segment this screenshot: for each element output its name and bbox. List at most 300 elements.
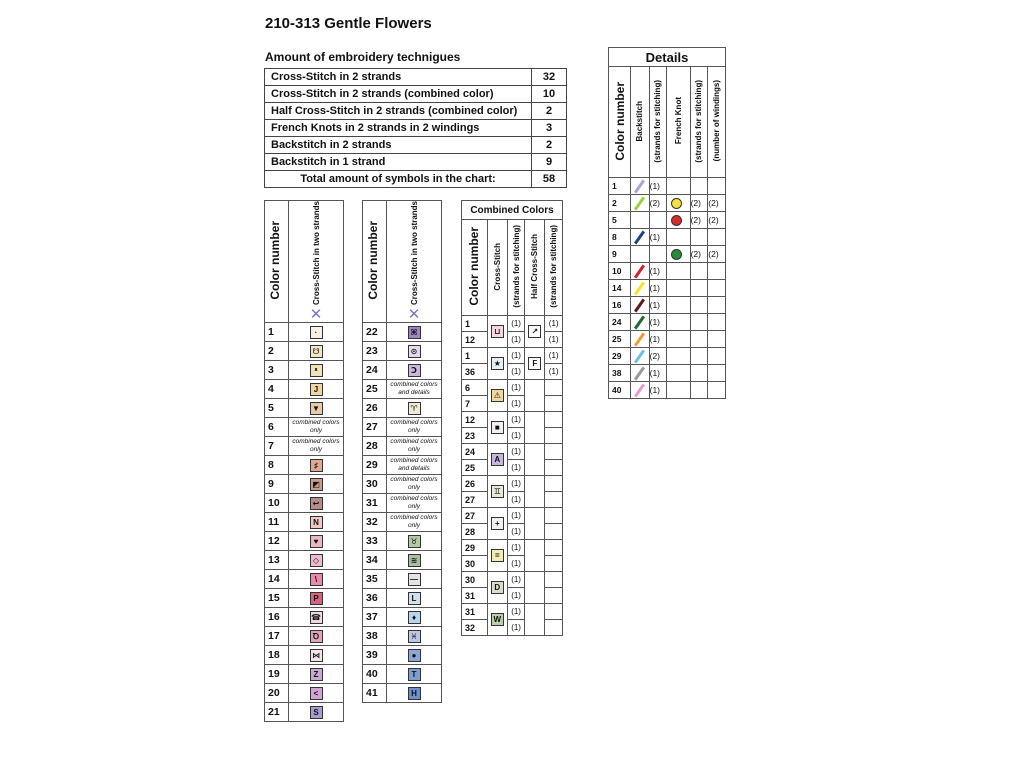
details-title-row [609,48,726,67]
symbol-box: ↗ [528,325,541,338]
symbol-box: ● [408,649,421,662]
list-header [265,201,344,323]
symbol-box: ♥ [310,535,323,548]
color-row [265,342,344,361]
symbol-box: J [310,383,323,396]
color-number: 7 [265,437,289,456]
half-strands [545,524,563,540]
color-row [265,589,344,608]
list-header [363,201,442,323]
color-row [363,513,442,532]
color-row [265,608,344,627]
symbol-cell [387,513,442,532]
combined-title: Combined Colors [462,201,563,220]
symbol-cell [289,570,344,589]
combined-row [462,572,563,588]
symbol-box: ⚠ [491,389,504,402]
symbol-cell [387,608,442,627]
half-symbol [525,412,545,444]
symbol-box: ◩ [310,478,323,491]
note-text: combined colors only [390,495,438,511]
half-strands [545,396,563,412]
color-row [265,399,344,418]
symbol-box: ▼ [310,402,323,415]
symbol-cell [289,437,344,456]
french-windings [708,348,726,365]
color-number: 38 [609,365,631,382]
color-number: 5 [265,399,289,418]
color-number: 13 [265,551,289,570]
note-text: combined colors and details [390,457,438,473]
combined-header-label: Cross-Stitch [492,242,502,291]
color-row [265,513,344,532]
chart-title: 210-313 Gentle Flowers [265,15,432,32]
combined-header-label: (strands for stitching) [549,225,559,308]
half-symbol [525,572,545,604]
backstitch-line-icon [634,264,645,278]
color-number: 15 [265,589,289,608]
color-number: 18 [265,646,289,665]
french-strands [690,229,708,246]
combined-symbol [487,572,507,604]
backstitch-line [631,348,650,365]
french-strands [690,382,708,399]
color-number: 16 [609,297,631,314]
color-number: 23 [363,342,387,361]
combined-row [462,380,563,396]
symbol-box: ᵜ [310,364,323,377]
symbol-cell [289,399,344,418]
color-number: 7 [462,396,488,412]
backstitch-strands: (2) [649,348,667,365]
combined-header-cell [525,220,545,316]
combined-row [462,460,563,476]
color-row [265,323,344,342]
amount-label: Half Cross-Stitch in 2 strands (combined color) [265,103,532,120]
amount-value: 32 [532,69,567,86]
color-number: 30 [363,475,387,494]
strands: (1) [507,620,525,636]
details-header-label: (number of windings) [712,80,722,162]
half-symbol [525,316,545,348]
color-number: 24 [609,314,631,331]
symbol-cell [289,342,344,361]
color-row [265,551,344,570]
backstitch-line-icon [634,349,645,363]
color-number: 25 [363,380,387,399]
symbol-box: — [408,573,421,586]
color-number: 33 [363,532,387,551]
symbol-box: ⌘ [408,326,421,339]
backstitch-line [631,212,650,229]
french-strands [690,314,708,331]
color-row [265,418,344,437]
combined-header-cell [545,220,563,316]
symbol-box: Ↄ [408,364,421,377]
symbol-box: ♓ [408,630,421,643]
combined-row [462,540,563,556]
symbol-cell [387,323,442,342]
backstitch-line-icon [634,366,645,380]
color-number: 37 [363,608,387,627]
combined-row [462,428,563,444]
color-number: 25 [609,331,631,348]
details-row [609,331,726,348]
symbol-cell [289,380,344,399]
amount-row [265,137,567,154]
strands: (1) [507,332,525,348]
color-number: 41 [363,684,387,703]
cross-stitch-label: Cross-Stitch in two strands [311,201,321,306]
details-header [609,67,726,178]
backstitch-line [631,246,650,263]
symbol-cell [387,627,442,646]
french-knot [667,246,690,263]
backstitch-line [631,229,650,246]
half-symbol [525,540,545,572]
combined-row [462,588,563,604]
color-number: 28 [363,437,387,456]
combined-symbol [487,412,507,444]
strands: (1) [507,492,525,508]
details-row [609,263,726,280]
backstitch-strands: (1) [649,331,667,348]
color-number: 14 [265,570,289,589]
combined-symbol [487,604,507,636]
strands: (1) [507,604,525,620]
color-number: 30 [462,556,488,572]
symbol-cell [289,627,344,646]
backstitch-line-icon [634,315,645,329]
symbol-box: ☎ [311,612,321,622]
combined-row [462,316,563,332]
symbol-cell [289,684,344,703]
symbol-cell [387,380,442,399]
amount-row [265,69,567,86]
details-header-cell [690,67,708,178]
symbol-box: T [408,668,421,681]
symbol-cell [289,551,344,570]
color-row [363,570,442,589]
french-strands [690,297,708,314]
symbol-box: ■ [491,421,504,434]
amount-row [265,154,567,171]
french-knot [667,365,690,382]
note-text: combined colors only [390,419,438,435]
symbol-cell [387,418,442,437]
symbol-box: P [310,592,323,605]
color-number: 6 [265,418,289,437]
half-symbol [525,508,545,540]
symbol-box: Z [310,668,323,681]
combined-row [462,524,563,540]
cross-stitch-label: Cross-Stitch in two strands [409,201,419,306]
backstitch-line-icon [634,230,645,244]
french-knot-dot [671,198,682,209]
half-strands [545,508,563,524]
symbol-box: ♯ [310,459,323,472]
half-strands: (1) [545,316,563,332]
half-symbol [525,444,545,476]
color-number: 29 [462,540,488,556]
total-value: 58 [532,171,567,188]
color-number: 16 [265,608,289,627]
color-row [363,494,442,513]
french-knot [667,314,690,331]
details-header-cell [609,67,631,178]
combined-row [462,556,563,572]
color-number: 8 [265,456,289,475]
color-number: 24 [462,444,488,460]
backstitch-line [631,280,650,297]
color-number: 25 [462,460,488,476]
color-number: 28 [462,524,488,540]
symbol-box: ♦ [408,611,421,624]
strands: (1) [507,380,525,396]
french-windings [708,297,726,314]
color-number-header [265,201,289,323]
half-symbol [525,380,545,412]
color-number: 40 [609,382,631,399]
color-number: 12 [265,532,289,551]
symbol-box: < [310,687,323,700]
combined-symbol [487,348,507,380]
color-number: 30 [462,572,488,588]
french-windings: (2) [708,212,726,229]
color-number-label: Color number [268,220,282,300]
backstitch-strands: (1) [649,263,667,280]
color-number: 12 [462,412,488,428]
color-row [265,703,344,722]
amount-row [265,86,567,103]
french-knot [667,229,690,246]
half-symbol [525,476,545,508]
color-row [363,342,442,361]
symbol-box: L [408,592,421,605]
note-text: combined colors and details [390,381,438,397]
color-row [363,418,442,437]
french-windings [708,314,726,331]
backstitch-strands: (1) [649,314,667,331]
details-row [609,212,726,229]
french-windings [708,178,726,195]
color-number: 32 [363,513,387,532]
color-number: 29 [363,456,387,475]
french-windings [708,263,726,280]
amount-label: Backstitch in 2 strands [265,137,532,154]
details-header-label: (strands for stitching) [694,79,704,163]
half-strands [545,460,563,476]
color-number: 36 [462,364,488,380]
color-row [363,437,442,456]
backstitch-line-icon [634,332,645,346]
symbol-cell [387,475,442,494]
combined-header-label: Half Cross-Stitch [530,234,540,299]
color-row [265,456,344,475]
details-header-cell [631,67,650,178]
symbol-box: H [408,687,421,700]
color-number: 22 [363,323,387,342]
half-symbol [525,604,545,636]
color-number: 24 [363,361,387,380]
combined-row [462,604,563,620]
color-number: 23 [462,428,488,444]
color-row [265,361,344,380]
details-row [609,382,726,399]
combined-row [462,332,563,348]
symbol-box: A [491,453,504,466]
color-row [265,380,344,399]
symbol-box: ♉ [408,535,421,548]
backstitch-strands: (1) [649,365,667,382]
color-row [265,684,344,703]
cross-stitch-header [387,201,442,323]
color-row [363,532,442,551]
color-number: 32 [462,620,488,636]
color-number: 35 [363,570,387,589]
half-strands [545,556,563,572]
details-header-label: Backstitch [635,100,645,142]
symbol-cell [387,551,442,570]
symbol-box: S [310,706,323,719]
color-number: 17 [265,627,289,646]
symbol-cell [289,608,344,627]
color-number: 20 [265,684,289,703]
combined-header [462,220,563,316]
french-knot-dot [671,215,682,226]
color-row [363,361,442,380]
color-number: 19 [265,665,289,684]
french-knot [667,195,690,212]
symbol-cell [289,532,344,551]
strands: (1) [507,428,525,444]
color-row [265,665,344,684]
backstitch-line [631,314,650,331]
note-text: combined colors only [390,438,438,454]
details-header-cell [708,67,726,178]
backstitch-strands: (1) [649,229,667,246]
color-number: 26 [363,399,387,418]
total-row [265,171,567,188]
symbol-cell [387,456,442,475]
color-row [363,665,442,684]
color-number: 29 [609,348,631,365]
french-knot [667,382,690,399]
color-number: 31 [462,588,488,604]
french-knot [667,297,690,314]
half-strands: (1) [545,364,563,380]
details-header-cell [667,67,690,178]
french-windings [708,280,726,297]
strands: (1) [507,316,525,332]
symbol-cell [387,494,442,513]
color-row [363,608,442,627]
color-row [363,456,442,475]
color-number: 3 [265,361,289,380]
backstitch-line [631,263,650,280]
color-row [363,475,442,494]
cross-stitch-icon: ✕ [309,306,323,324]
color-row [363,323,442,342]
symbol-box: \ [310,573,323,586]
symbol-cell [387,437,442,456]
details-header-label: (strands for stitching) [653,79,663,163]
details-row [609,280,726,297]
french-strands: (2) [690,246,708,263]
symbol-cell [289,361,344,380]
french-strands [690,263,708,280]
color-number: 40 [363,665,387,684]
color-row [363,684,442,703]
cross-stitch-icon: ✕ [407,306,421,324]
color-number-header [363,201,387,323]
symbol-cell [387,532,442,551]
cross-stitch-header [289,201,344,323]
symbol-box: ⋈ [310,649,323,662]
french-knot [667,263,690,280]
strands: (1) [507,444,525,460]
half-symbol [525,348,545,380]
symbol-cell [387,342,442,361]
color-number: 1 [462,348,488,364]
symbol-box: ⊔ [491,325,504,338]
symbol-box: W [491,613,504,626]
combined-row [462,348,563,364]
symbol-box: ↩ [310,497,323,510]
french-knot [667,348,690,365]
color-number: 21 [265,703,289,722]
amount-label: Cross-Stitch in 2 strands [265,69,532,86]
details-row [609,195,726,212]
symbol-box: N [310,516,323,529]
backstitch-strands: (1) [649,178,667,195]
color-number: 8 [609,229,631,246]
color-number: 2 [265,342,289,361]
backstitch-line [631,365,650,382]
details-row [609,178,726,195]
half-strands [545,476,563,492]
symbol-box: ★ [491,357,504,370]
half-strands [545,412,563,428]
strands: (1) [507,508,525,524]
amount-value: 2 [532,103,567,120]
symbol-box: + [491,517,504,530]
color-row [265,532,344,551]
symbol-box: ♈ [408,402,421,415]
details-row [609,246,726,263]
half-strands [545,380,563,396]
backstitch-line-icon [634,298,645,312]
amounts-subtitle: Amount of embroidery technigues [265,50,461,64]
color-number: 14 [609,280,631,297]
combined-row [462,396,563,412]
strands: (1) [507,588,525,604]
color-number: 1 [462,316,488,332]
backstitch-line [631,297,650,314]
color-number: 2 [609,195,631,212]
color-number: 27 [462,508,488,524]
french-strands: (2) [690,212,708,229]
details-row [609,297,726,314]
half-strands [545,588,563,604]
half-strands [545,604,563,620]
combined-title-row [462,201,563,220]
color-number: 10 [609,263,631,280]
color-list-left [264,200,344,722]
color-number: 4 [265,380,289,399]
combined-row [462,492,563,508]
combined-row [462,364,563,380]
